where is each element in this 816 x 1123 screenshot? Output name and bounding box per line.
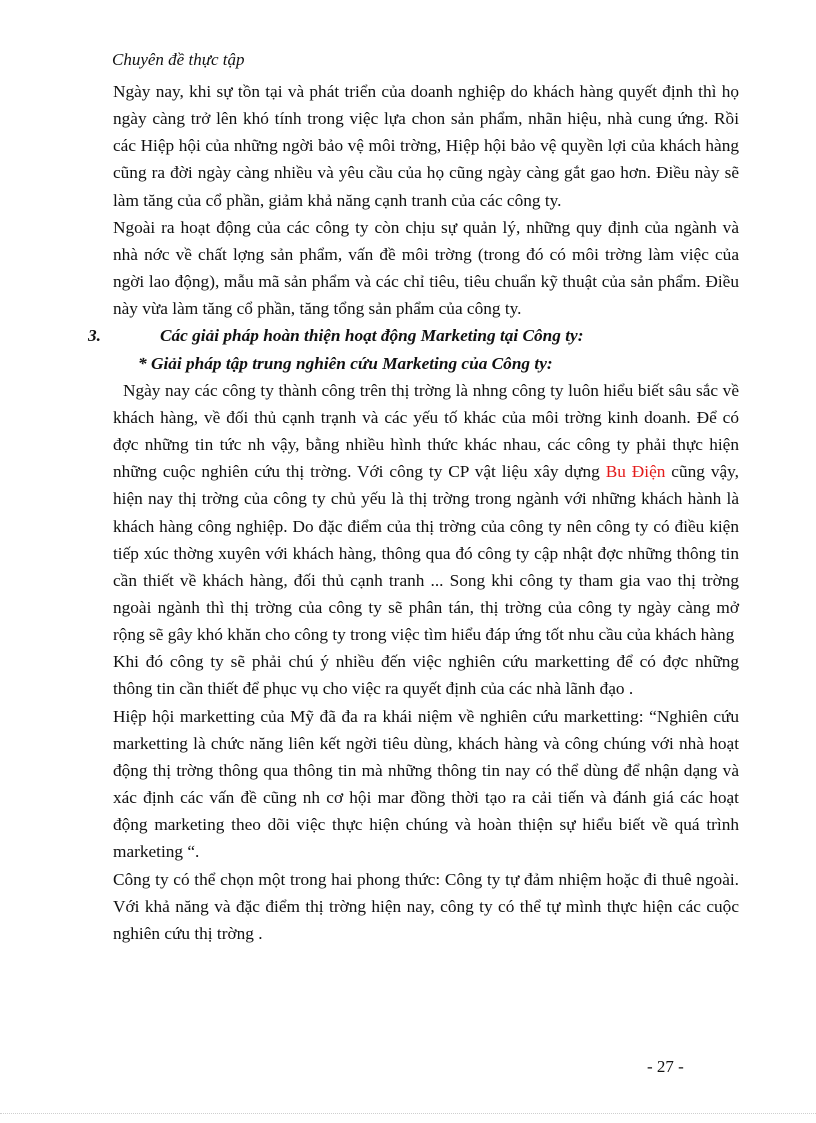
running-header: Chuyên đề thực tập: [112, 50, 245, 69]
highlighted-company-name: Bu Điện: [605, 462, 666, 482]
paragraph-3: [113, 377, 739, 649]
section-subheading: * Giải pháp tập trung nghiên cứu Marketing của Công ty:: [138, 353, 553, 373]
paragraph-1: Ngày nay, khi sự tồn tại và phát triển của doanh nghiệp do khách hàng quyết định thì họ ngày càng trở lên khó tính trong việc lựa chon sản phẩm, nhãn hiệu, nhà cung ứng. Rồi các Hiệp hội của những ngời bảo vệ môi trờng, Hiệp hội bảo vệ quyền lợi của khách hàng cũng ra đời ngày càng nhiều và yêu cầu của họ cũng ngày càng gắt gao hơn. Điều này sẽ làm tăng của cổ phần, giảm khả năng cạnh tranh của các công ty.: [113, 82, 739, 210]
paragraph-4: Khi đó công ty sẽ phải chú ý nhiều đến việc nghiên cứu marketting để có đợc những thông tin cần thiết để phục vụ cho việc ra quyết định của các nhà lãnh đạo .: [113, 652, 739, 699]
paragraph-2: Ngoài ra hoạt động của các công ty còn chịu sự quản lý, những quy định của ngành và nhà nớc về chất lợng sản phẩm, vấn đề môi trờng (trong đó có môi trờng làm việc của ngời lao động), mẫu mã sản phẩm và các chỉ tiêu, tiêu chuẩn kỹ thuật của sản phẩm. Điều này vừa làm tăng cổ phần, tăng tổng sản phẩm của công ty.: [113, 217, 739, 319]
page-number: - 27 -: [647, 1057, 684, 1076]
paragraph-3-part-1: Ngày nay các công ty thành công trên thị trờng là nhng công ty luôn hiểu biết sâu sắc về khách hàng, về đối thủ cạnh trạnh và các yếu tố khác của môi trờng kinh doanh. Để có đợc những tin tức nh vậy, bằng nhiều hình thức khác nhau, các công ty phải thực hiện những cuộc nghiên cứu thị trờng. Với công ty CP vật liệu xây dựng: [113, 380, 739, 482]
section-number: 3.: [88, 326, 101, 346]
section-title: Các giải pháp hoàn thiện hoạt động Marketing tại Công ty:: [160, 326, 584, 346]
paragraph-5: Hiệp hội marketting của Mỹ đã đa ra khái niệm về nghiên cứu marketting: “Nghiên cứu marketting là chức năng liên kết ngời tiêu dùng, khách hàng và công chúng với nhà hoạt động thị trờng thông qua thông tin mà những thông tin nay có thể dùng để nhận dạng và xác định các vấn đề cũng nh cơ hội mar đồng thời tạo ra cải tiến và đánh giá các hoạt động marketing theo dõi việc thực hiện chúng và hoàn thiện sự hiểu biết về quá trình marketing “.: [113, 706, 739, 862]
page-bottom-divider: [0, 1113, 816, 1114]
section-heading: [88, 322, 739, 349]
paragraph-3-part-2: cũng vậy, hiện nay thị trờng của công ty chủ yếu là thị trờng trong ngành với những khách hành là khách hàng công nghiệp. Do đặc điểm của thị trờng của công ty nên công ty có điều kiện tiếp xúc thờng xuyên với khách hàng, thông qua đó công ty cập nhật đợc những thông tin cần thiết về khách hàng, đối thủ cạnh tranh ... Song khi công ty tham gia vao thị trờng ngoài ngành thì thị trờng của công ty sẽ phân tán, thị trờng của công ty ngày càng mở rộng sẽ gây khó khăn cho công ty trong việc tìm hiểu đáp ứng tốt nhu cầu của khách hàng: [113, 462, 739, 645]
paragraph-6: Công ty có thể chọn một trong hai phong thức: Công ty tự đảm nhiệm hoặc đi thuê ngoài. Với khả năng và đặc điểm thị trờng hiện nay, công ty có thể tự mình thực hiện các cuộc nghiên cứu thị trờng .: [113, 869, 739, 943]
document-body: [88, 78, 739, 947]
